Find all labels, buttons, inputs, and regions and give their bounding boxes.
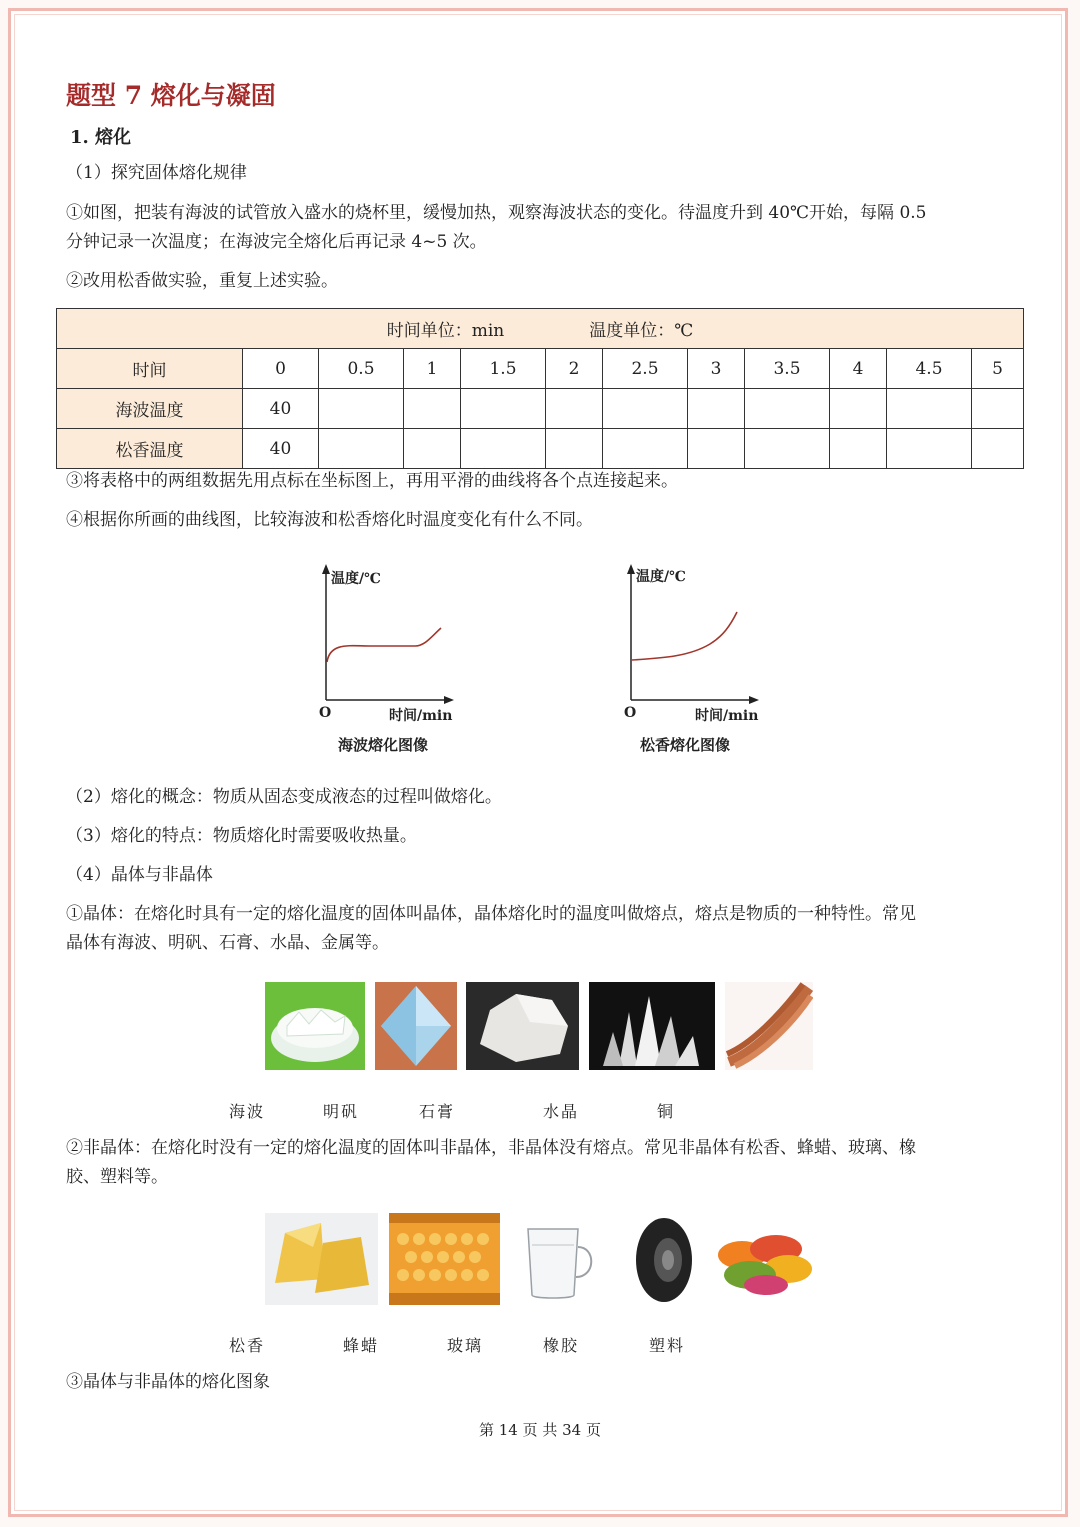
time-cell: 3.5 [745,349,830,389]
quartz-photo [589,982,715,1070]
table-row-time [57,349,1024,389]
crystal-label: 水晶 [543,1102,580,1121]
hypo-photo [265,982,365,1070]
rosin-cell [404,429,461,469]
time-cell: 1 [404,349,461,389]
hypo-cell [404,389,461,429]
paragraph-6: （2）熔化的概念：物质从固态变成液态的过程叫做熔化。 [66,787,502,807]
crystal-label: 明矾 [323,1102,360,1121]
copper-coil-drawing [725,982,813,1070]
y-axis-arrow [627,564,635,574]
rosin-cell [603,429,688,469]
table-header-cell: 时间单位：min 温度单位：℃ [57,309,1024,349]
rosin-cell [830,429,887,469]
rosin-cell [745,429,830,469]
time-cell: 5 [972,349,1024,389]
alum-crystal-drawing [375,982,457,1070]
copper-photo [725,982,813,1070]
table-row-hypo [57,389,1024,429]
rosin-photo [265,1213,378,1305]
hypo-cell [972,389,1024,429]
time-cell: 0 [243,349,319,389]
amorphous-label: 塑料 [649,1336,686,1355]
graph1-ylabel: 温度/℃ [331,571,381,587]
section-heading: 1. 熔化 [70,127,132,148]
page-title: 题型 7 熔化与凝固 [66,81,276,110]
alum-photo [375,982,457,1070]
row-label-hypo: 海波温度 [57,389,243,429]
table-row-rosin [57,429,1024,469]
honeycomb-drawing [389,1213,500,1305]
crystal-label: 石膏 [419,1102,456,1121]
graph2-xlabel: 时间/min [695,708,759,724]
paragraph-2-line2: 分钟记录一次温度；在海波完全熔化后再记录 4~5 次。 [66,232,487,252]
hypo-cell [461,389,546,429]
paragraph-8: （4）晶体与非晶体 [66,865,213,885]
paragraph-1: （1）探究固体熔化规律 [66,163,247,183]
hypo-cell [546,389,603,429]
glass-photo [520,1219,602,1303]
rosin-cell [887,429,972,469]
time-cell: 1.5 [461,349,546,389]
plastic-photo [716,1225,814,1297]
time-cell: 3 [688,349,745,389]
graph1-origin: O [319,705,332,721]
x-axis-arrow [444,696,454,704]
rosin-cell [319,429,404,469]
amorphous-label: 蜂蜡 [343,1336,380,1355]
tire-drawing [628,1215,700,1305]
paragraph-4: ③将表格中的两组数据先用点标在坐标图上，再用平滑的曲线将各个点连接起来。 [66,471,678,491]
hypo-cell [745,389,830,429]
temperature-table [56,308,1024,469]
hypo-cell [603,389,688,429]
gypsum-rock-drawing [466,982,579,1070]
amorphous-label: 橡胶 [543,1336,580,1355]
rosin-cell [461,429,546,469]
row-label-time: 时间 [57,349,243,389]
hypo-cell [830,389,887,429]
rosin-curve [632,612,737,660]
plastic-bowls-drawing [716,1225,814,1297]
paragraph-7: （3）熔化的特点：物质熔化时需要吸收热量。 [66,826,417,846]
time-cell: 0.5 [319,349,404,389]
hypo-cell [688,389,745,429]
table-header-row [57,309,1024,349]
rosin-cell [972,429,1024,469]
beeswax-photo [389,1213,500,1305]
hypo-cell [887,389,972,429]
paragraph-10-line2: 胶、塑料等。 [66,1167,168,1187]
paragraph-2-line1: ①如图，把装有海波的试管放入盛水的烧杯里，缓慢加热，观察海波状态的变化。待温度升到 40℃开始，每隔 0.5 [66,203,927,223]
time-cell: 4 [830,349,887,389]
graph2-caption: 松香熔化图像 [640,736,731,754]
x-axis-arrow [749,696,759,704]
time-cell: 2.5 [603,349,688,389]
page-footer: 第 14 页 共 34 页 [478,1421,601,1439]
paragraph-9-line2: 晶体有海波、明矾、石膏、水晶、金属等。 [66,933,389,953]
graph1-caption: 海波熔化图像 [338,736,429,754]
glass-cup-drawing [520,1219,602,1303]
quartz-crystal-drawing [589,982,715,1070]
rosin-cell: 40 [243,429,319,469]
paragraph-9-line1: ①晶体：在熔化时具有一定的熔化温度的固体叫晶体，晶体熔化时的温度叫做熔点，熔点是物质的一种特性。常见 [66,904,916,924]
hypo-crystals-drawing [265,982,365,1070]
amorphous-label: 玻璃 [447,1336,484,1355]
crystal-label: 铜 [657,1102,676,1121]
graph2-origin: O [624,705,637,721]
paragraph-3: ②改用松香做实验，重复上述实验。 [66,271,338,291]
hypo-cell: 40 [243,389,319,429]
crystal-label: 海波 [229,1102,266,1121]
time-cell: 4.5 [887,349,972,389]
hypo-curve [327,628,441,662]
rubber-tire-photo [628,1215,700,1305]
graph1-xlabel: 时间/min [389,708,453,724]
time-cell: 2 [546,349,603,389]
rosin-cell [688,429,745,469]
paragraph-5: ④根据你所画的曲线图，比较海波和松香熔化时温度变化有什么不同。 [66,510,593,530]
row-label-rosin: 松香温度 [57,429,243,469]
rosin-cell [546,429,603,469]
amorphous-label: 松香 [229,1336,266,1355]
y-axis-arrow [322,564,330,574]
graph2-ylabel: 温度/℃ [636,569,686,585]
paragraph-11: ③晶体与非晶体的熔化图象 [66,1372,270,1392]
paragraph-10-line1: ②非晶体：在熔化时没有一定的熔化温度的固体叫非晶体，非晶体没有熔点。常见非晶体有松香、蜂蜡、玻璃、橡 [66,1138,916,1158]
gypsum-photo [466,982,579,1070]
hypo-cell [319,389,404,429]
rosin-chunks-drawing [265,1213,378,1305]
